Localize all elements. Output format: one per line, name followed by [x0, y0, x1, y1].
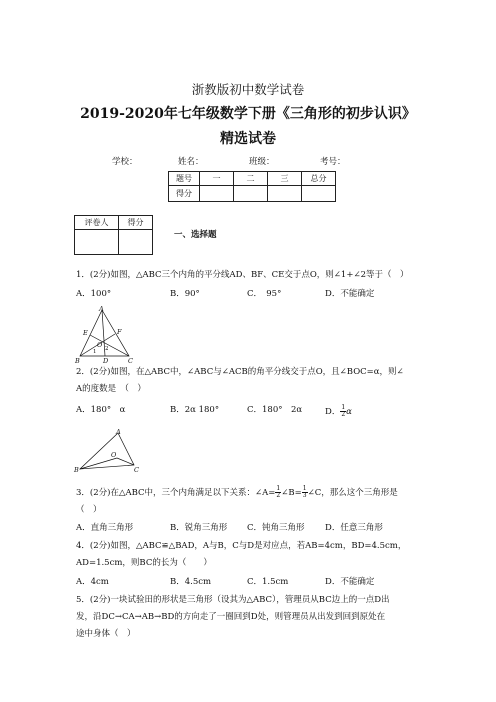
score-cell[interactable]	[200, 186, 234, 202]
q2-option-c: C．180° 2α	[247, 405, 303, 415]
label-2: 2	[105, 346, 109, 352]
question-4-stem: 4．(2分)如图，△ABC≌△BAD，A与B，C与D是对应点，若AB=4cm，BD=4.5cm，	[76, 541, 407, 551]
q1-option-a: A．100°	[76, 289, 112, 299]
q2-option-a: A．180° α	[76, 405, 126, 415]
q2-alpha: α	[346, 407, 352, 417]
score-cell: 三	[268, 172, 302, 186]
score-cell[interactable]	[234, 186, 268, 202]
label-b: B	[74, 466, 79, 474]
q1-option-d: D．不能确定	[325, 289, 375, 299]
label-o: O	[111, 451, 117, 459]
score-cell: 二	[234, 172, 268, 186]
q3-fraction-2: $\frac{1}{3}$	[302, 485, 307, 499]
q3-fraction-1: $\frac{1}{2}$	[276, 485, 281, 499]
school-label: 学校：	[112, 157, 138, 167]
name-label: 姓名：	[178, 157, 204, 167]
question-3-stem-cont: （ ）	[76, 505, 102, 515]
score-cell[interactable]	[268, 186, 302, 202]
q2-option-d-letter: D．	[325, 407, 341, 417]
q3-option-b: B．锐角三角形	[170, 523, 228, 533]
score-table	[168, 171, 336, 202]
label-c: C	[134, 466, 139, 474]
grader-table	[74, 215, 153, 255]
bisector-co	[117, 458, 134, 465]
section-heading: 一、选择题	[174, 230, 217, 240]
score-cell: 总分	[302, 172, 336, 186]
grader-cell[interactable]	[119, 230, 153, 255]
label-a: A	[116, 428, 121, 436]
q4-option-b: B．4.5cm	[170, 577, 212, 587]
q4-option-a: A．4cm	[76, 577, 109, 587]
question-2-stem: 2．(2分)如图，在△ABC中，∠ABC与∠ACB的角平分线交于点O，且∠BOC=α，则∠	[76, 367, 404, 377]
score-cell: 得分	[169, 186, 200, 202]
label-e: E	[83, 329, 88, 337]
grader-header: 得分	[119, 216, 153, 230]
q2-option-b: B．2α 180°	[170, 405, 220, 415]
grader-cell[interactable]	[75, 230, 119, 255]
question-5-stem-cont: 发，沿DC→CA→AB→BD的方向走了一圈回到D处，则管理员从出发到回到原处在	[76, 612, 386, 622]
label-a: A	[99, 306, 104, 313]
question-2-stem-cont: A的度数是 （ ）	[76, 384, 146, 394]
triangle-outline	[80, 433, 134, 469]
id-label: 考号：	[320, 157, 346, 167]
grader-header: 评卷人	[75, 216, 119, 230]
q3-option-d: D．任意三角形	[325, 523, 383, 533]
question-4-stem-cont: AD=1.5cm，则BC的长为（ ）	[76, 558, 212, 568]
q2-fraction: $\frac{1}{2}$	[341, 404, 346, 418]
question-5-stem-cont2: 途中身体（ ）	[76, 629, 136, 639]
label-o: O	[97, 341, 103, 349]
score-cell: 一	[200, 172, 234, 186]
q2-option-d	[325, 405, 352, 418]
label-1: 1	[93, 349, 97, 355]
score-cell: 题号	[169, 172, 200, 186]
label-f: F	[117, 328, 122, 336]
score-cell[interactable]	[302, 186, 336, 202]
q1-option-c: C． 95°	[247, 289, 282, 299]
label-c: C	[128, 357, 133, 364]
question-5-stem: 5．(2分)一块试验田的形状是三角形（设其为△ABC），管理员从BC边上的一点D出	[76, 595, 390, 605]
question-1-stem: 1．(2分)如图，△ABC三个内角的平分线AD、BF、CE交于点O，则∠1+∠2等于（ ）	[76, 270, 409, 280]
q4-option-d: D．不能确定	[325, 577, 375, 587]
label-b: B	[75, 357, 80, 364]
q1-option-b: B．90°	[170, 289, 200, 299]
exam-title: 2019-2020年七年级数学下册《三角形的初步认识》	[80, 106, 416, 122]
q3-option-c: C．钝角三角形	[247, 523, 305, 533]
exam-title-line2: 精选试卷	[220, 131, 276, 147]
q3-option-a: A．直角三角形	[76, 523, 134, 533]
q2-triangle-figure	[72, 428, 146, 474]
q4-option-c: C．1.5cm	[247, 577, 289, 587]
exam-subtitle: 浙教版初中数学试卷	[191, 82, 305, 97]
question-3-stem: 3．(2分)在△ABC中，三个内角满足以下关系：∠A= $\frac{1}{2}$ ∠B= $\frac{1}{3}$ ∠C，那么这个三角形是	[76, 485, 398, 499]
class-label: 班级：	[249, 157, 275, 167]
q1-triangle-figure	[72, 306, 138, 364]
label-d: D	[103, 357, 109, 364]
